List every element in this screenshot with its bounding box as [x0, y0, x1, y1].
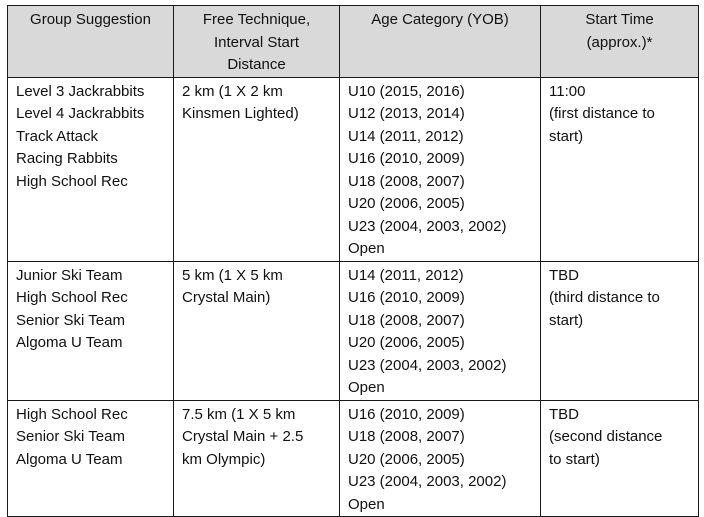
start-time-line: to start) [549, 450, 600, 468]
start-time-line: start) [549, 127, 584, 145]
age-category: U23 (2004, 2003, 2002) [348, 473, 507, 490]
cell-distance [174, 400, 340, 517]
distance-line: Kinsmen Lighted) [182, 105, 299, 122]
header-line: Group Suggestion [30, 11, 151, 28]
header-age-category [340, 6, 541, 78]
race-schedule-table [7, 5, 699, 517]
group-name: High School Rec [16, 289, 128, 306]
age-category: U14 (2011, 2012) [348, 266, 464, 284]
header-line: Interval Start [213, 33, 300, 51]
age-category: U18 (2008, 2007) [348, 311, 465, 329]
age-category: U10 (2015, 2016) [348, 82, 465, 100]
start-time-line: TBD [549, 266, 579, 284]
table-row [8, 261, 699, 400]
cell-start-time [541, 400, 699, 517]
header-line: Start Time [585, 11, 654, 28]
header-row [8, 6, 699, 78]
group-name: Racing Rabbits [16, 150, 118, 167]
group-name: High School Rec [16, 405, 128, 423]
cell-age-category [340, 400, 541, 517]
start-time-line: TBD [549, 405, 579, 423]
group-name: Algoma U Team [16, 334, 123, 351]
header-line: (approx.)* [586, 33, 653, 51]
age-category: U23 (2004, 2003, 2002) [348, 217, 507, 235]
table-row [8, 400, 699, 517]
distance-line: km Olympic) [182, 450, 266, 468]
cell-start-time [541, 261, 699, 400]
age-category: Open [348, 379, 385, 396]
cell-age-category [340, 261, 541, 400]
group-name: Track Attack [16, 127, 98, 145]
age-category: U18 (2008, 2007) [348, 172, 465, 190]
age-category: Open [348, 240, 385, 257]
header-line: Free Technique, [202, 11, 311, 28]
age-category: U20 (2006, 2005) [348, 195, 465, 212]
cell-group-suggestion [8, 77, 174, 261]
start-time-line: 11:00 [549, 82, 586, 100]
age-category: U18 (2008, 2007) [348, 428, 465, 445]
cell-group-suggestion [8, 400, 174, 517]
start-time-line: start) [549, 311, 584, 329]
distance-line: 7.5 km (1 X 5 km [182, 405, 296, 423]
age-category: U16 (2010, 2009) [348, 405, 465, 423]
cell-group-suggestion [8, 261, 174, 400]
group-name: Senior Ski Team [16, 311, 125, 329]
group-name: Level 4 Jackrabbits [16, 105, 145, 122]
age-category: U20 (2006, 2005) [348, 334, 465, 351]
cell-age-category [340, 77, 541, 261]
start-time-line: (third distance to [549, 289, 660, 306]
age-category: U20 (2006, 2005) [348, 450, 465, 468]
group-name: High School Rec [16, 172, 128, 190]
cell-distance [174, 77, 340, 261]
distance-line: Crystal Main) [182, 289, 271, 306]
group-name: Senior Ski Team [16, 428, 125, 445]
group-name: Junior Ski Team [16, 266, 123, 284]
header-group-suggestion [8, 6, 174, 78]
distance-line: Crystal Main + 2.5 [182, 428, 304, 445]
header-free-technique [174, 6, 340, 78]
header-start-time [541, 6, 699, 78]
header-line: Distance [227, 56, 286, 73]
group-name: Algoma U Team [16, 450, 123, 468]
age-category: U23 (2004, 2003, 2002) [348, 356, 507, 374]
age-category: U16 (2010, 2009) [348, 150, 465, 167]
cell-distance [174, 261, 340, 400]
header-line: Age Category (YOB) [371, 11, 509, 28]
age-category: U12 (2013, 2014) [348, 105, 465, 122]
age-category: Open [348, 495, 385, 513]
distance-line: 2 km (1 X 2 km [182, 82, 283, 100]
age-category: U14 (2011, 2012) [348, 127, 464, 145]
start-time-line: (first distance to [549, 105, 655, 122]
distance-line: 5 km (1 X 5 km [182, 266, 283, 284]
cell-start-time [541, 77, 699, 261]
start-time-line: (second distance [549, 428, 663, 445]
table-row [8, 77, 699, 261]
age-category: U16 (2010, 2009) [348, 289, 465, 306]
group-name: Level 3 Jackrabbits [16, 82, 145, 100]
